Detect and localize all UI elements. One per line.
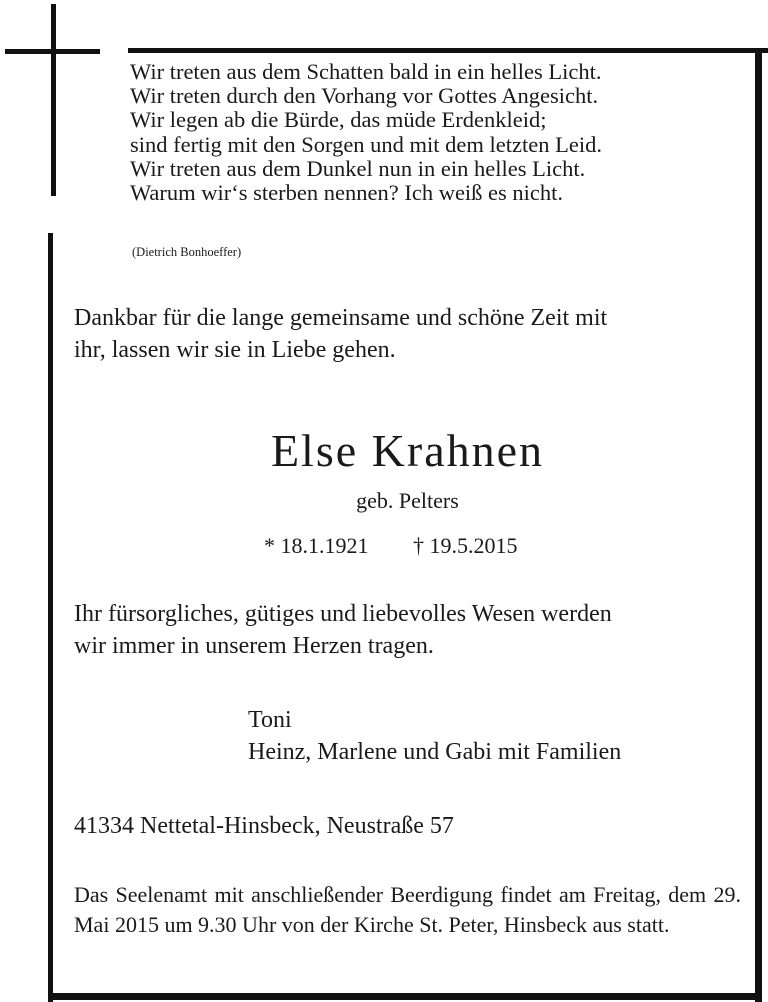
tribute-line: Ihr fürsorgliches, gütiges und liebevolles Wesen werden (74, 601, 612, 627)
frame-right (755, 48, 762, 1002)
intro-text (74, 302, 607, 366)
poem-line: Wir treten aus dem Schatten bald in ein helles Licht. (130, 59, 602, 84)
poem-line: Wir treten durch den Vorhang vor Gottes Angesicht. (130, 83, 599, 109)
maiden-name: geb. Pelters (356, 488, 459, 513)
intro-line: Dankbar für die lange gemeinsame und schöne Zeit mit (74, 305, 608, 331)
poem-line: sind fertig mit den Sorgen und mit dem letzten Leid. (130, 131, 602, 157)
tribute-line: wir immer in unserem Herzen tragen. (74, 633, 434, 659)
intro-line: ihr, lassen wir sie in Liebe gehen. (74, 337, 396, 363)
mourners (248, 704, 621, 768)
frame-left (48, 233, 53, 1002)
poem (130, 60, 602, 205)
frame-top (128, 48, 768, 53)
cross-icon-vertical (51, 4, 56, 196)
poem-author: (Dietrich Bonhoeffer) (132, 245, 242, 259)
frame-bottom (48, 993, 762, 1000)
address: 41334 Nettetal-Hinsbeck, Neustraße 57 (74, 813, 454, 839)
poem-line: Wir legen ab die Bürde, das müde Erdenkleid; (130, 107, 547, 133)
poem-line: Wir treten aus dem Dunkel nun in ein helles Licht. (130, 155, 586, 181)
mourner: Toni (248, 707, 292, 733)
tribute-text (74, 598, 612, 662)
birth-date: * 18.1.1921 (264, 533, 369, 558)
poem-line: Warum wir‘s sterben nennen? Ich weiß es nicht. (130, 180, 564, 206)
deceased-name: Else Krahnen (270, 425, 545, 476)
cross-icon-horizontal (5, 49, 100, 54)
death-date: † 19.5.2015 (413, 533, 518, 558)
service-info: Das Seelenamt mit anschließender Beerdigung findet am Freitag, dem 29. Mai 2015 um 9.30 Uhr von der Kirche St. Peter, Hinsbeck aus statt. (74, 882, 741, 937)
mourner: Heinz, Marlene und Gabi mit Familien (248, 739, 622, 765)
